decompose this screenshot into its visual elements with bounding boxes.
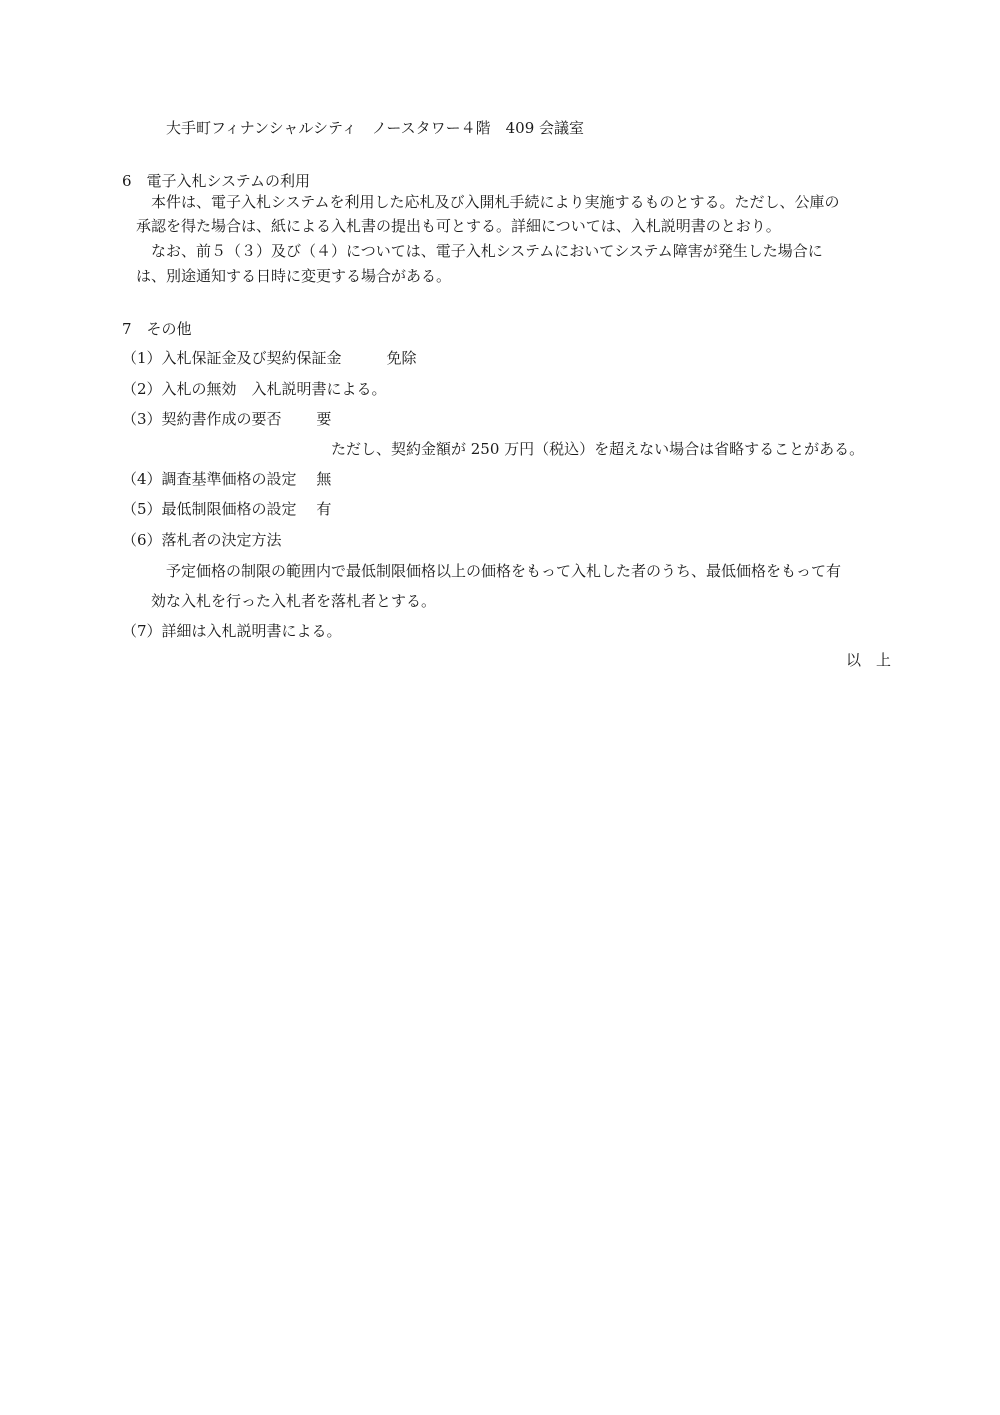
section-7-item-6: （6）落札者の決定方法	[122, 531, 282, 549]
section-6-paragraph-2-line-1: なお、前５（３）及び（４）については、電子入札システムにおいてシステム障害が発生した場合に	[151, 242, 823, 260]
venue-line: 大手町フィナンシャルシティ ノースタワー４階 409 会議室	[166, 119, 585, 137]
closing-ijo: 以 上	[846, 651, 892, 669]
section-7-item-7: （7）詳細は入札説明書による。	[122, 622, 342, 640]
section-7-item-1: （1）入札保証金及び契約保証金 免除	[122, 349, 417, 367]
section-7-heading: 7 その他	[122, 320, 192, 338]
section-6-paragraph-1-line-1: 本件は、電子入札システムを利用した応札及び入開札手続により実施するものとする。ただし、公庫の	[151, 193, 840, 211]
section-7-item-6-line-1: 予定価格の制限の範囲内で最低制限価格以上の価格をもって入札した者のうち、最低価格をもって有	[166, 562, 842, 580]
section-7-item-6-line-2: 効な入札を行った入札者を落札者とする。	[151, 592, 437, 610]
section-7-item-3-note: ただし、契約金額が 250 万円（税込）を超えない場合は省略することがある。	[331, 440, 865, 458]
section-7-item-3: （3）契約書作成の要否 要	[122, 410, 332, 428]
section-6-heading: 6 電子入札システムの利用	[122, 172, 311, 190]
section-6-paragraph-2-line-2: は、別途通知する日時に変更する場合がある。	[136, 267, 452, 285]
section-7-item-5: （5）最低制限価格の設定 有	[122, 500, 332, 518]
section-7-item-4: （4）調査基準価格の設定 無	[122, 470, 332, 488]
section-7-item-2: （2）入札の無効 入札説明書による。	[122, 380, 387, 398]
section-6-paragraph-1-line-2: 承認を得た場合は、紙による入札書の提出も可とする。詳細については、入札説明書のとおり。	[136, 217, 781, 235]
